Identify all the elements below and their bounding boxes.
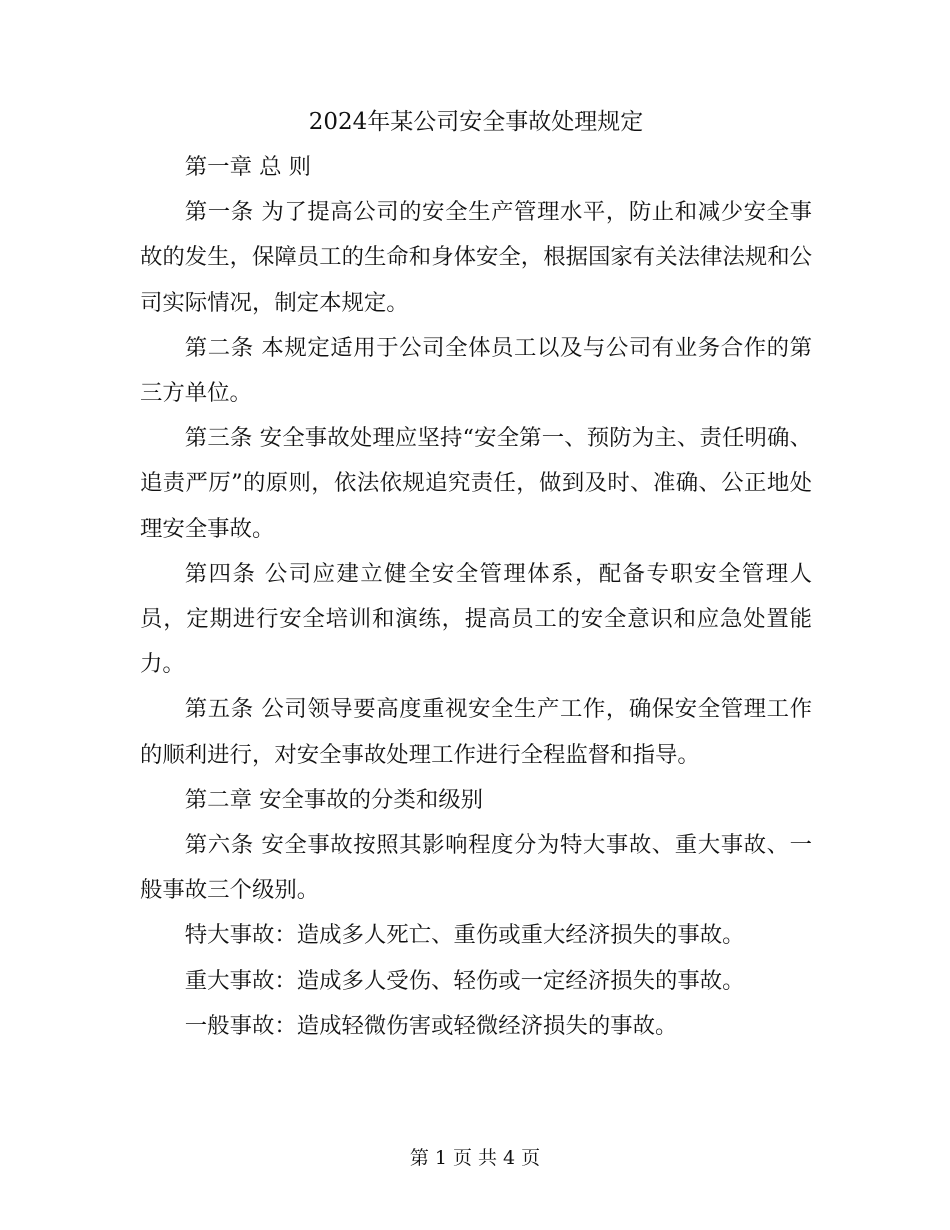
- article-4: 第四条 公司应建立健全安全管理体系，配备专职安全管理人员，定期进行安全培训和演练，提高员工的安全意识和应急处置能力。: [140, 560, 812, 678]
- chapter-heading-2: 第二章 安全事故的分类和级别: [184, 786, 483, 813]
- document-body: [140, 99, 812, 1049]
- level-major-accident: 特大事故：造成多人死亡、重伤或重大经济损失的事故。: [184, 922, 745, 949]
- article-6: 第六条 安全事故按照其影响程度分为特大事故、重大事故、一般事故三个级别。: [140, 832, 812, 904]
- level-general-accident: 一般事故：造成轻微伤害或轻微经济损失的事故。: [184, 1012, 678, 1039]
- level-serious-accident: 重大事故：造成多人受伤、轻伤或一定经济损失的事故。: [184, 967, 745, 994]
- article-5: 第五条 公司领导要高度重视安全生产工作，确保安全管理工作的顺利进行，对安全事故处理工作进行全程监督和指导。: [140, 696, 812, 768]
- article-1: 第一条 为了提高公司的安全生产管理水平，防止和减少安全事故的发生，保障员工的生命和身体安全，根据国家有关法律法规和公司实际情况，制定本规定。: [140, 199, 812, 316]
- page-footer: 第 1 页 共 4 页: [409, 1147, 541, 1169]
- article-2: 第二条 本规定适用于公司全体员工以及与公司有业务合作的第三方单位。: [140, 334, 812, 407]
- chapter-heading-1: 第一章 总 则: [184, 154, 311, 180]
- article-3: 第三条 安全事故处理应坚持“安全第一、预防为主、责任明确、追责严厉”的原则，依法依规追究责任，做到及时、准确、公正地处理安全事故。: [140, 425, 812, 542]
- document-title: 2024年某公司安全事故处理规定: [308, 109, 644, 135]
